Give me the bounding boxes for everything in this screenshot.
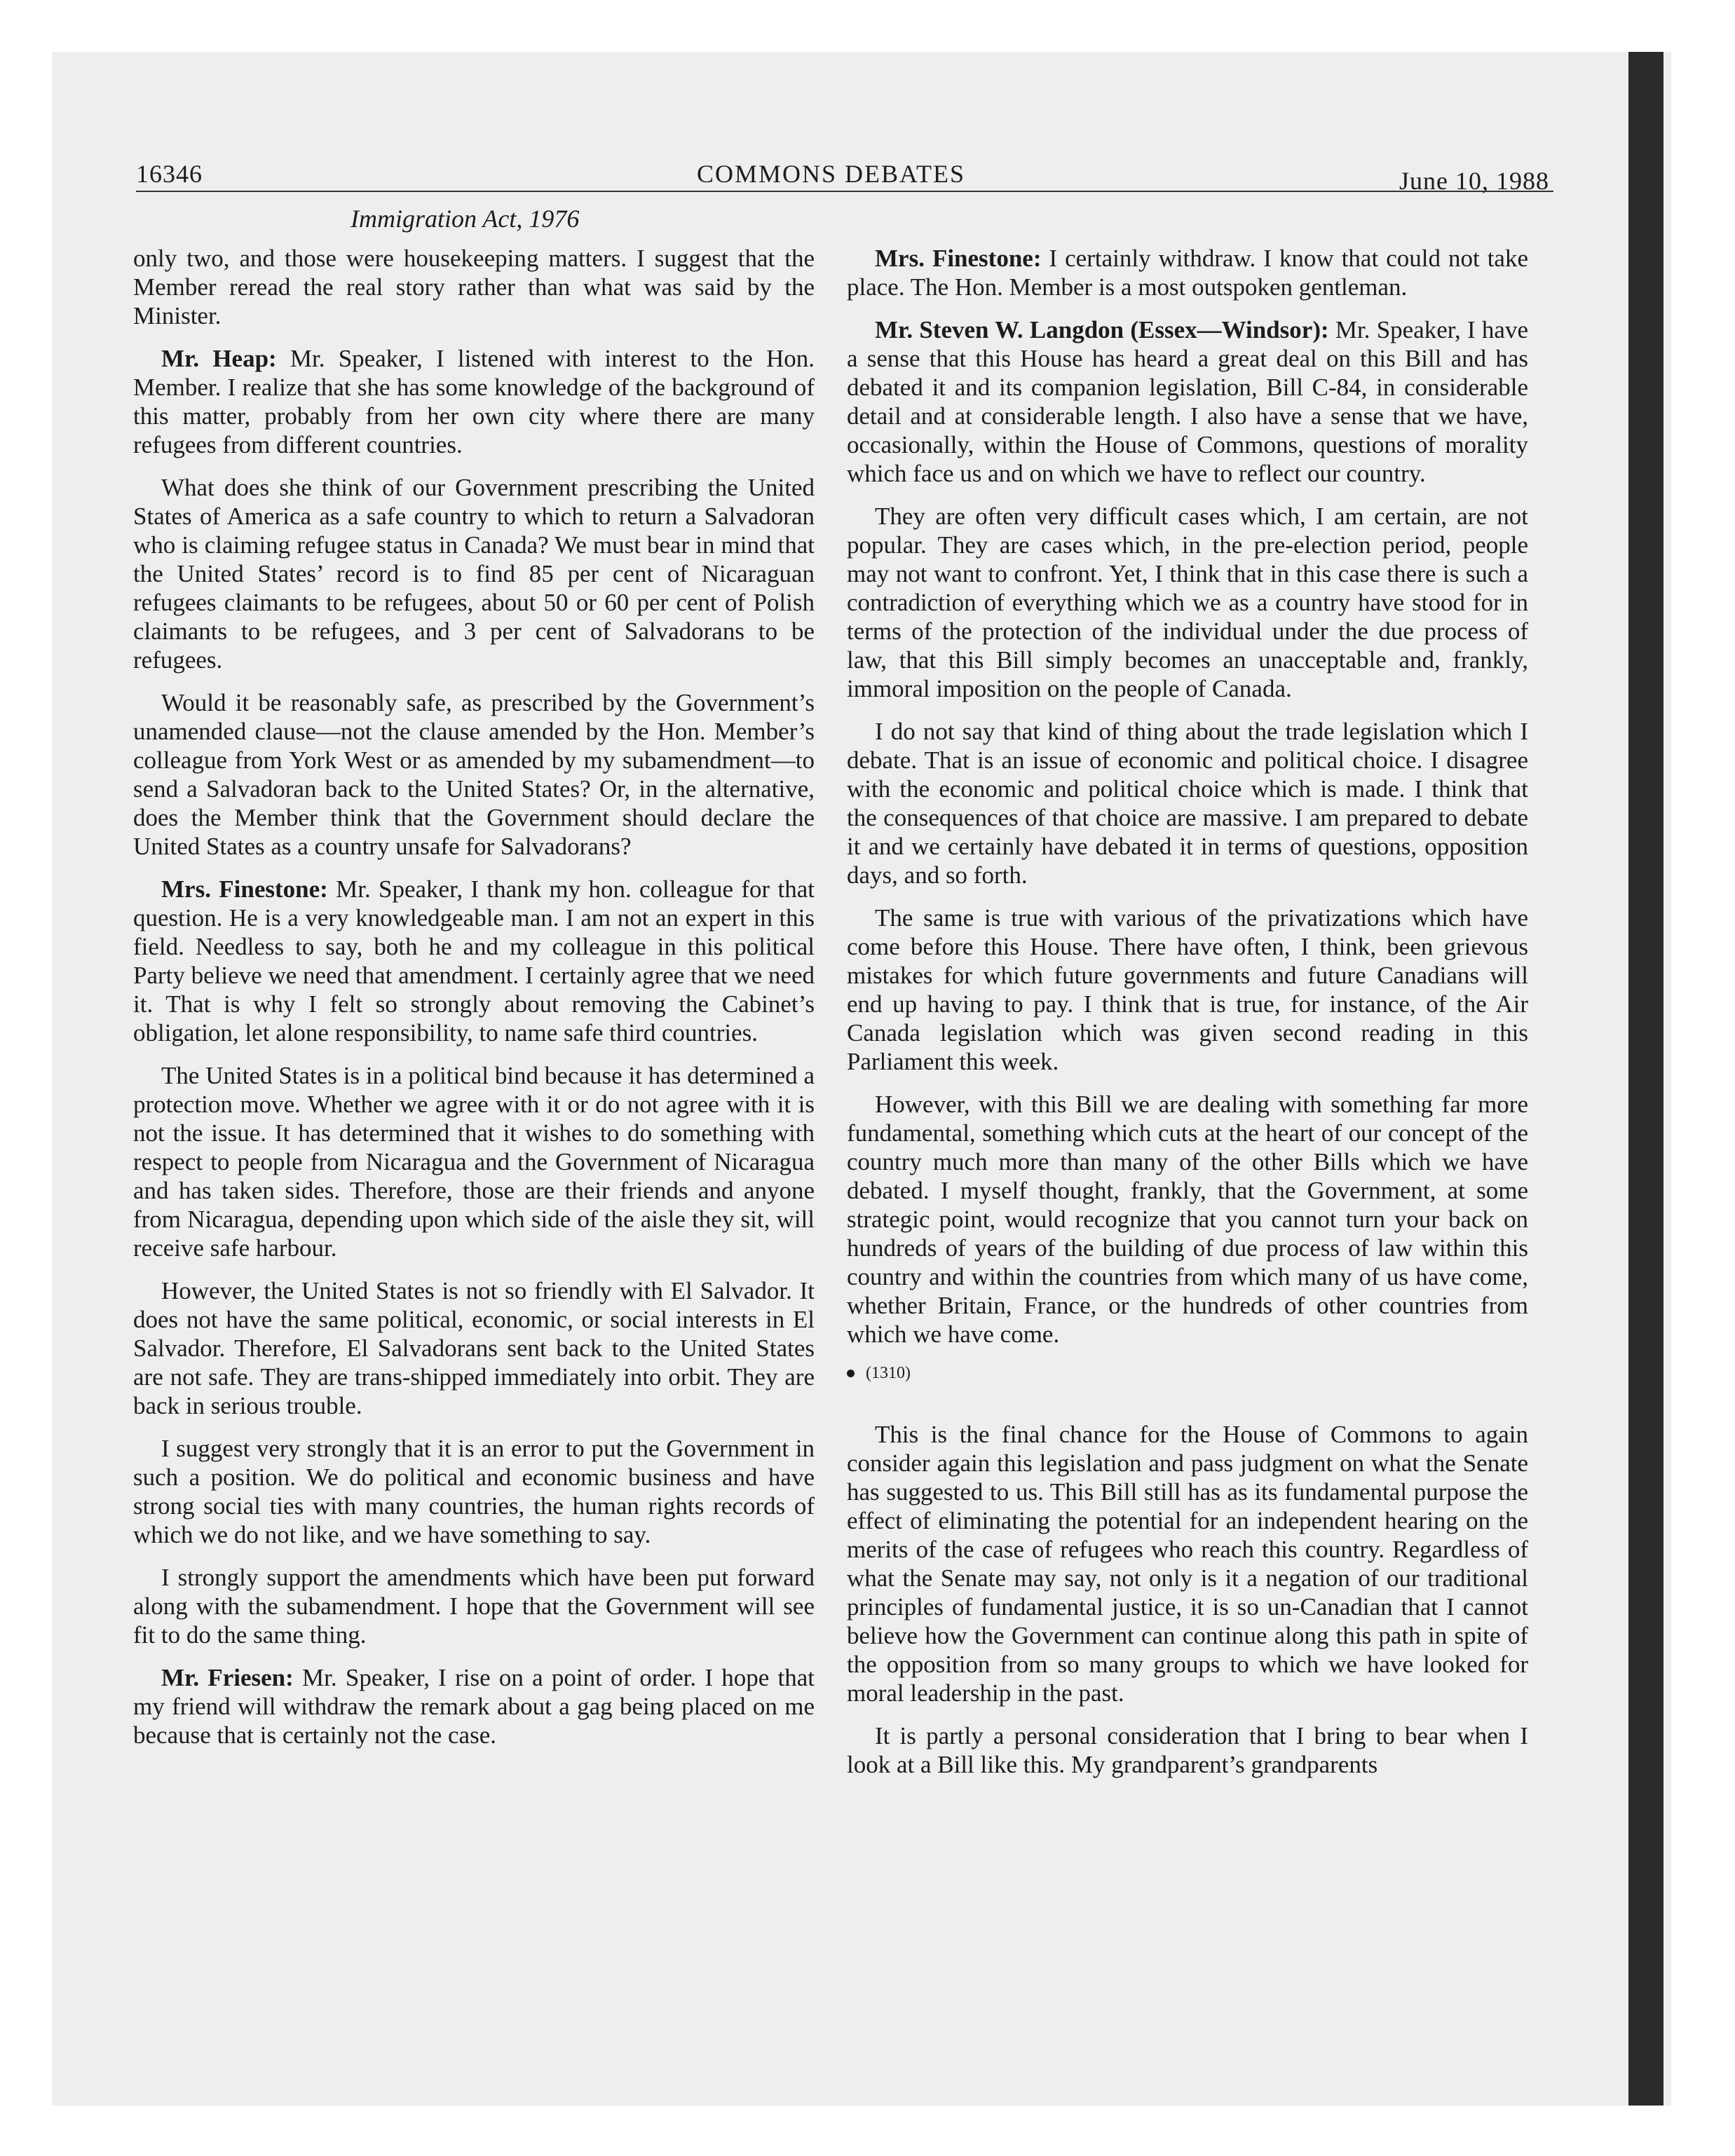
paragraph: I strongly support the amendments which have been put forward along with the subamendment. I hope that the Government will see fit to do the same thing. [133, 1564, 815, 1649]
paragraph: Mrs. Finestone: I certainly withdraw. I know that could not take place. The Hon. Member is a most outspoken gentleman. [847, 245, 1528, 301]
paragraph: The same is true with various of the privatizations which have come before this House. There have often, I think, been grievous mistakes for which future governments and future Canadians will end up having to pay. I think that is true, for instance, of the Air Canada legislation which was given second reading in this Parliament this week. [847, 904, 1528, 1075]
speaker-name: Mrs. Finestone: [161, 875, 328, 903]
paragraph: However, with this Bill we are dealing with something far more fundamental, something which cuts at the heart of our concept of the country much more than many of the other Bills which we have debated. I myself thought, frankly, that the Government, at some strategic point, would recognize that you cannot turn your back on hundreds of years of the building of due process of law within this country and within the countries from which many of us have come, whether Britain, France, or the hundreds of other countries from which we have come. [847, 1091, 1528, 1348]
section-title: Immigration Act, 1976 [351, 205, 580, 233]
speaker-name: Mr. Heap: [161, 345, 277, 372]
paragraph: only two, and those were housekeeping matters. I suggest that the Member reread the real story rather than what was said by the Minister. [133, 245, 815, 329]
time-marker [847, 1363, 1528, 1384]
speaker-name: Mr. Friesen: [161, 1664, 294, 1691]
header-rule [136, 191, 1553, 192]
paragraph: However, the United States is not so friendly with El Salvador. It does not have the same political, economic, or social interests in El Salvador. Therefore, El Salvadorans sent back to the United States are not safe. They are trans-shipped immediately into orbit. They are back in serious trouble. [133, 1277, 815, 1419]
paragraph: The United States is in a political bind because it has determined a protection move. Whether we agree with it or do not agree with it is not the issue. It has determined that it wishes to do something with respect to people from Nicaragua and the Government of Nicaragua and has taken sides. Therefore, those are their friends and anyone from Nicaragua, depending upon which side of the aisle they sit, will receive safe harbour. [133, 1062, 815, 1262]
paragraph: What does she think of our Government prescribing the United States of America as a safe country to which to return a Salvadoran who is claiming refugee status in Canada? We must bear in mind that the United States’ record is to find 85 per cent of Nicaraguan refugees claimants to be refugees, about 50 or 60 per cent of Polish claimants to be refugees, and 3 per cent of Salvadorans to be refugees. [133, 474, 815, 674]
paragraph: Would it be reasonably safe, as prescribed by the Government’s unamended clause—not the clause amended by the Hon. Member’s colleague from York West or as amended by my subamendment—to send a Salvadoran back to the United States? Or, in the alternative, does the Member think that the Government should declare the United States as a country unsafe for Salvadorans? [133, 689, 815, 860]
paragraph: This is the final chance for the House of Commons to again consider again this legislation and pass judgment on what the Senate has suggested to us. This Bill still has as its fundamental purpose the effect of eliminating the potential for an independent hearing on the merits of the case of refugees who reach this country. Regardless of what the Senate may say, not only is it a negation of our traditional principles of fundamental justice, it is so un-Canadian that I cannot believe how the Government can continue along this path in spite of the opposition from so many groups to which we have looked for moral leadership in the past. [847, 1421, 1528, 1707]
right-column [847, 244, 1528, 1793]
paragraph: Mr. Friesen: Mr. Speaker, I rise on a point of order. I hope that my friend will withdraw the remark about a gag being placed on me because that is certainly not the case. [133, 1664, 815, 1749]
bullet-icon [847, 1370, 855, 1377]
speaker-name: Mr. Steven W. Langdon (Essex—Windsor): [875, 316, 1329, 343]
paragraph: I suggest very strongly that it is an error to put the Government in such a position. We do political and economic business and have strong social ties with many countries, the human rights records of which we do not like, and we have something to say. [133, 1435, 815, 1548]
paragraph: I do not say that kind of thing about the trade legislation which I debate. That is an issue of economic and political choice. I disagree with the economic and political choice which is made. I think that the consequences of that choice are massive. I am prepared to debate it and we certainly have debated it in terms of questions, opposition days, and so forth. [847, 718, 1528, 889]
speaker-name: Mrs. Finestone: [875, 245, 1042, 272]
paragraph: Mr. Steven W. Langdon (Essex—Windsor): Mr. Speaker, I have a sense that this House has heard a great deal on this Bill and has debated it and its companion legislation, Bill C-84, in considerable detail and at considerable length. I also have a sense that we have, occasionally, within the House of Commons, questions of morality which face us and on which we have to reflect our country. [847, 316, 1528, 487]
paragraph: They are often very difficult cases which, I am certain, are not popular. They are cases which, in the pre-election period, people may not want to confront. Yet, I think that in this case there is such a contradiction of everything which we as a country have stood for in terms of the protection of the individual under the due process of law, that this Bill simply becomes an unacceptable and, frankly, immoral imposition on the people of Canada. [847, 503, 1528, 702]
paragraph: Mr. Heap: Mr. Speaker, I listened with interest to the Hon. Member. I realize that she has some knowledge of the background of this matter, probably from her own city where there are many refugees from different countries. [133, 345, 815, 458]
scan-binding-edge [1628, 52, 1663, 2106]
paragraph: It is partly a personal consideration that I bring to bear when I look at a Bill like this. My grandparent’s grandparents [847, 1722, 1528, 1778]
running-title: COMMONS DEBATES [697, 160, 966, 188]
paragraph: Mrs. Finestone: Mr. Speaker, I thank my hon. colleague for that question. He is a very knowledgeable man. I am not an expert in this field. Needless to say, both he and my colleague in this political Party believe we need that amendment. I certainly agree that we need it. That is why I felt so strongly about removing the Cabinet’s obligation, let alone responsibility, to name safe third countries. [133, 875, 815, 1046]
left-column [133, 244, 815, 1763]
page-number: 16346 [136, 160, 203, 188]
time-marker-label: (1310) [866, 1364, 911, 1382]
page-date: June 10, 1988 [1399, 167, 1549, 195]
